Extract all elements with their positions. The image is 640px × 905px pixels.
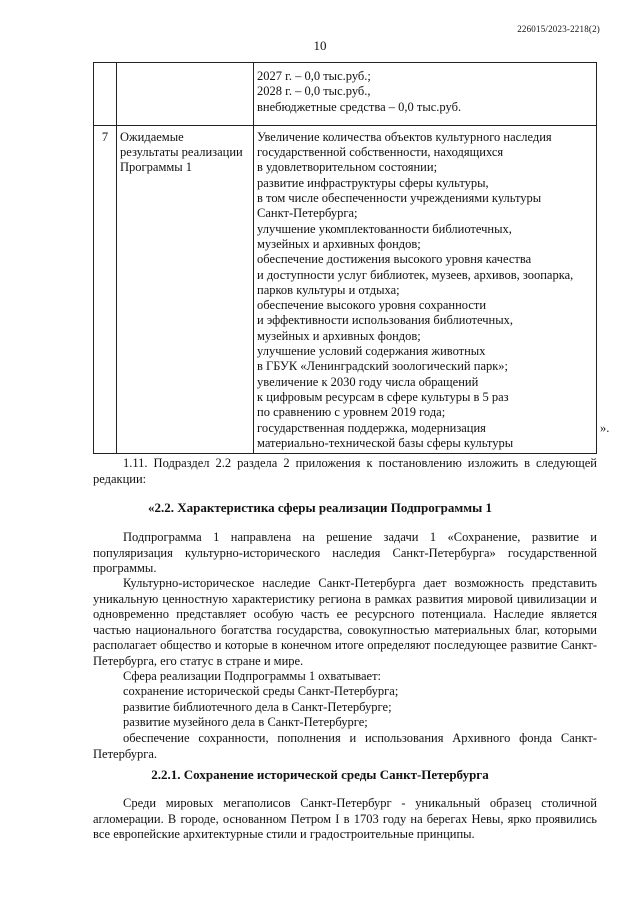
content-line: 2028 г. – 0,0 тыс.руб., (257, 84, 371, 99)
content-line: Санкт-Петербурга; (257, 206, 358, 221)
content-line: внебюджетные средства – 0,0 тыс.руб. (257, 99, 462, 114)
row-label-cell (117, 125, 254, 453)
section-heading-2-2: «2.2. Характеристика сферы реализации Подпрограммы 1 (147, 500, 493, 515)
list-item: сохранение исторической среды Санкт-Петербурга; (123, 684, 399, 698)
list-item: развитие музейного дела в Санкт-Петербурге; (123, 715, 368, 729)
content-line: государственная поддержка, модернизация (257, 420, 486, 435)
page-number: 10 (313, 38, 327, 53)
list-item: обеспечение сохранности, пополнения и использования Архивного фонда Санкт-Петербурга. (93, 731, 597, 761)
content-line: улучшение условий содержания животных (257, 344, 486, 359)
content-line: улучшение укомплектованности библиотечных, (257, 221, 512, 236)
paragraph: Подпрограмма 1 направлена на решение задачи 1 «Сохранение, развитие и популяризация культурно-исторического наследия Санкт-Петербурга» государственной программы. (93, 530, 597, 575)
paragraph: Сфера реализации Подпрограммы 1 охватывает: (123, 669, 382, 683)
list-item: развитие библиотечного дела в Санкт-Петербурге; (123, 700, 392, 714)
program-passport-table (93, 62, 597, 454)
document-number: 226015/2023-2218(2) (517, 24, 600, 34)
content-line: государственной собственности, находящихся (257, 145, 504, 160)
content-line: в ГБУК «Ленинградский зоологический парк»; (257, 359, 509, 374)
content-line: обеспечение достижения высокого уровня качества (257, 252, 532, 267)
content-line: по сравнению с уровнем 2019 года; (257, 405, 446, 420)
content-line: в удовлетворительном состоянии; (257, 160, 438, 175)
content-line: музейных и архивных фондов; (257, 328, 421, 343)
label-line: результаты реализации (120, 145, 243, 160)
content-line: обеспечение высокого уровня сохранности (257, 298, 487, 313)
content-line: в том числе обеспеченности учреждениями культуры (257, 191, 542, 206)
table-row (94, 125, 597, 453)
content-line: материально-технической базы сферы культуры (257, 435, 514, 450)
row-number-cell (94, 63, 117, 126)
content-line: 2027 г. – 0,0 тыс.руб.; (257, 69, 371, 83)
content-line: парков культуры и отдыха; (257, 282, 400, 297)
paragraph: Культурно-историческое наследие Санкт-Петербурга дает возможность представить уникальную ценностную характеристику региона в рамках развития мировой цивилизации и одновременно представляет особую часть ее ресурсного потенциала. Наследие является частью национального богатства государства, совокупностью материальных благ, которыми располагает общество и которые в конечном итоге определяют последующее развитие Санкт-Петербурга, его статус в стране и мире. (93, 576, 597, 668)
paragraph-1-11: 1.11. Подраздел 2.2 раздела 2 приложения к постановлению изложить в следующей редакции: (93, 456, 597, 486)
label-line: Ожидаемые (120, 129, 184, 144)
row-content-cell (254, 63, 597, 126)
section-heading-2-2-1: 2.2.1. Сохранение исторической среды Санкт-Петербурга (151, 767, 489, 782)
table-row (94, 63, 597, 126)
label-line: Программы 1 (120, 160, 193, 175)
content-line: музейных и архивных фондов; (257, 236, 421, 251)
content-line: к цифровым ресурсам в сфере культуры в 5 раз (257, 389, 509, 404)
content-line: развитие инфраструктуры сферы культуры, (257, 175, 489, 190)
row-number-cell: 7 (94, 125, 117, 453)
closing-quote: ». (600, 421, 610, 435)
content-line: и доступности услуг библиотек, музеев, архивов, зоопарка, (257, 267, 574, 282)
content-line: и эффективности использования библиотечных, (257, 313, 513, 328)
content-line: Увеличение количества объектов культурного наследия (257, 129, 552, 144)
content-line: увеличение к 2030 году числа обращений (257, 374, 479, 389)
row-content-cell (254, 125, 597, 453)
row-label-cell (117, 63, 254, 126)
paragraph: Среди мировых мегаполисов Санкт-Петербург - уникальный образец столичной агломерации. В городе, основанном Петром I в 1703 году на берегах Невы, ярко проявились все европейские архитектурные стили и градостроительные принципы. (93, 796, 597, 841)
